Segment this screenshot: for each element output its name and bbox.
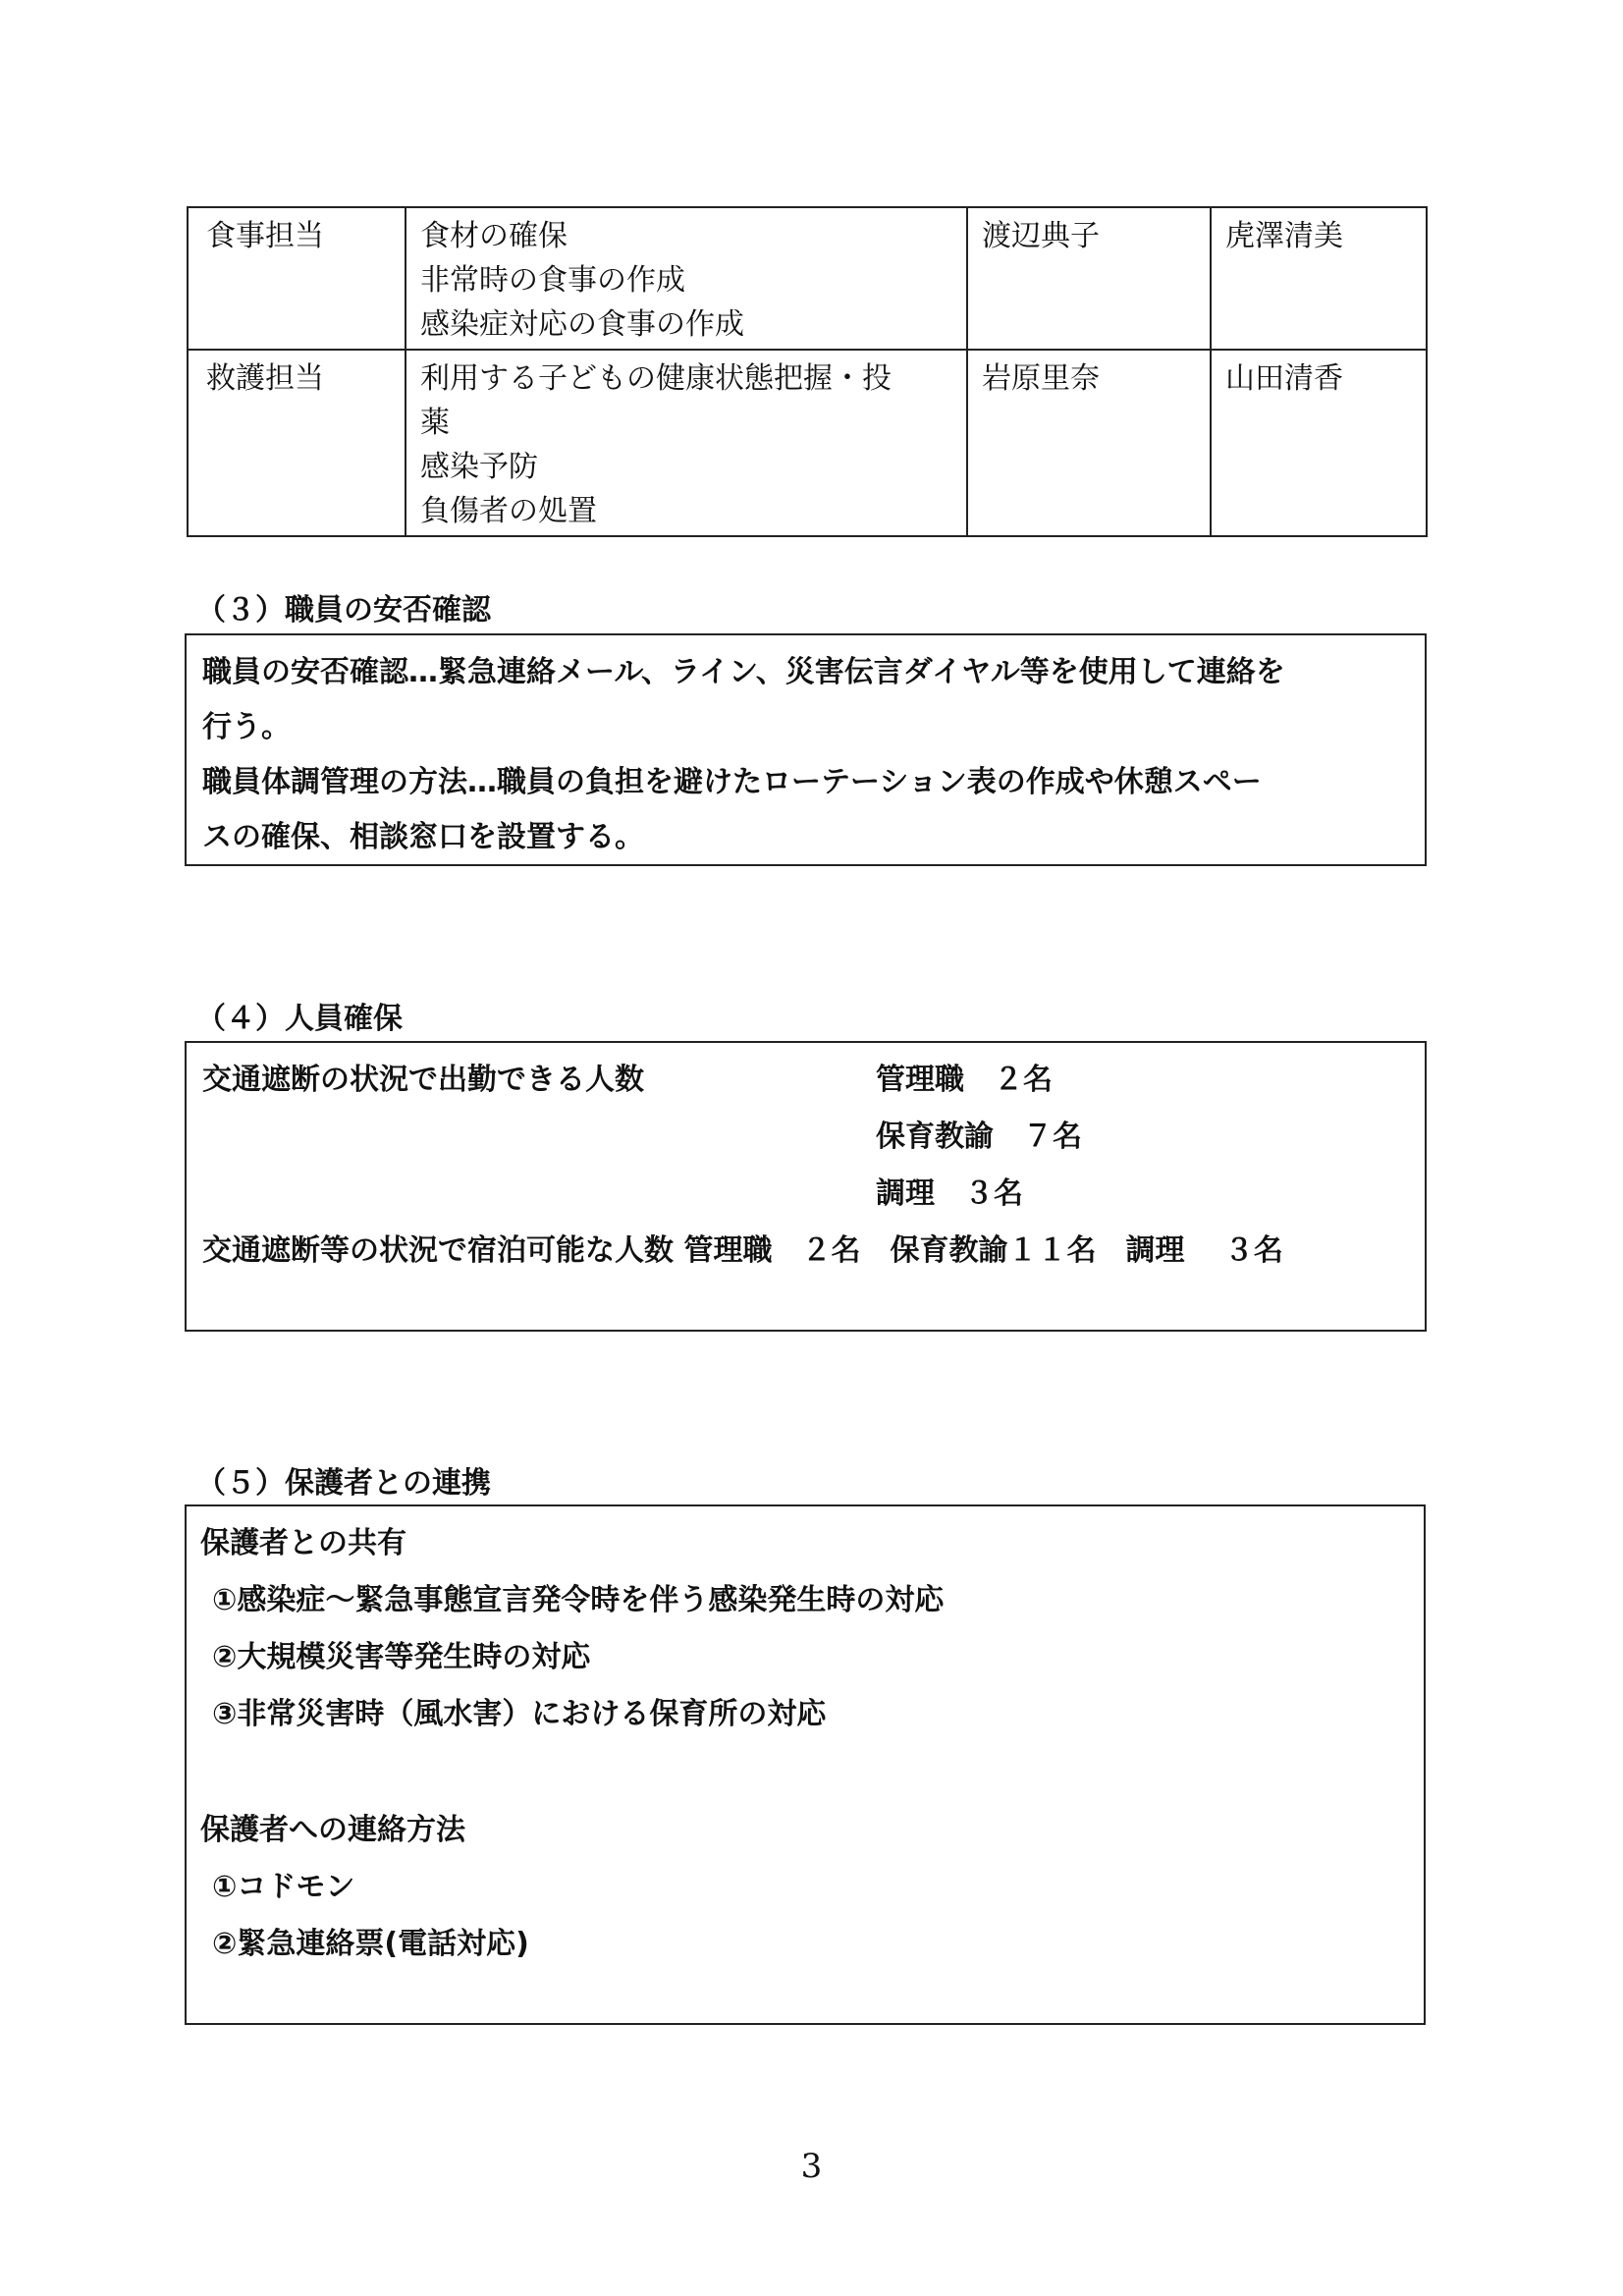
overnight-line: 交通遮断等の状況で宿泊可能な人数 管理職 ２名 保育教諭１１名 調理 ３名 xyxy=(202,1233,1283,1268)
roles-table xyxy=(187,206,1428,537)
tasks-cell xyxy=(406,350,967,536)
list-item: ②大規模災害等発生時の対応 xyxy=(212,1640,591,1674)
primary-staff-cell: 渡辺典子 xyxy=(967,207,1211,350)
text-line: 行う。 xyxy=(202,710,291,744)
commute-label: 交通遮断の状況で出勤できる人数 xyxy=(202,1063,644,1097)
text-line: スの確保、相談窓口を設置する。 xyxy=(202,820,644,854)
staff-safety-box xyxy=(185,633,1427,866)
staffing-box xyxy=(185,1041,1427,1332)
role-cell: 食事担当 xyxy=(188,207,406,350)
section-heading: （５）保護者との連携 xyxy=(196,1466,491,1501)
table-row xyxy=(188,350,1427,536)
text-line: 職員体調管理の方法…職員の負担を避けたローテーション表の作成や休憩スペー xyxy=(202,765,1262,799)
list-item: ①コドモン xyxy=(212,1870,355,1904)
share-title: 保護者との共有 xyxy=(200,1526,406,1560)
contact-title: 保護者への連絡方法 xyxy=(200,1813,465,1847)
secondary-staff-cell: 虎澤清美 xyxy=(1211,207,1427,350)
task-line: 感染予防 xyxy=(420,450,538,484)
guardian-box xyxy=(185,1504,1426,2025)
task-line: 利用する子どもの健康状態把握・投 xyxy=(420,361,892,396)
list-item: ③非常災害時（風水害）における保育所の対応 xyxy=(212,1697,827,1731)
page-number: 3 xyxy=(800,2147,823,2186)
task-line: 薬 xyxy=(420,406,450,440)
task-line: 非常時の食事の作成 xyxy=(420,263,685,298)
count-line: 管理職 ２名 xyxy=(876,1063,1053,1097)
role-cell: 救護担当 xyxy=(188,350,406,536)
text-line: 職員の安否確認…緊急連絡メール、ライン、災害伝言ダイヤル等を使用して連絡を xyxy=(202,655,1285,689)
list-item: ②緊急連絡票(電話対応) xyxy=(212,1927,529,1961)
section-heading: （３）職員の安否確認 xyxy=(196,593,491,628)
task-line: 食材の確保 xyxy=(420,219,568,253)
task-line: 負傷者の処置 xyxy=(420,494,597,528)
secondary-staff-cell: 山田清香 xyxy=(1211,350,1427,536)
list-item: ①感染症～緊急事態宣言発令時を伴う感染発生時の対応 xyxy=(212,1583,945,1617)
count-line: 調理 ３名 xyxy=(876,1176,1023,1211)
table-row xyxy=(188,207,1427,350)
tasks-cell xyxy=(406,207,967,350)
task-line: 感染症対応の食事の作成 xyxy=(420,307,744,342)
count-line: 保育教諭 ７名 xyxy=(876,1120,1082,1154)
section-heading: （４）人員確保 xyxy=(196,1002,403,1036)
primary-staff-cell: 岩原里奈 xyxy=(967,350,1211,536)
